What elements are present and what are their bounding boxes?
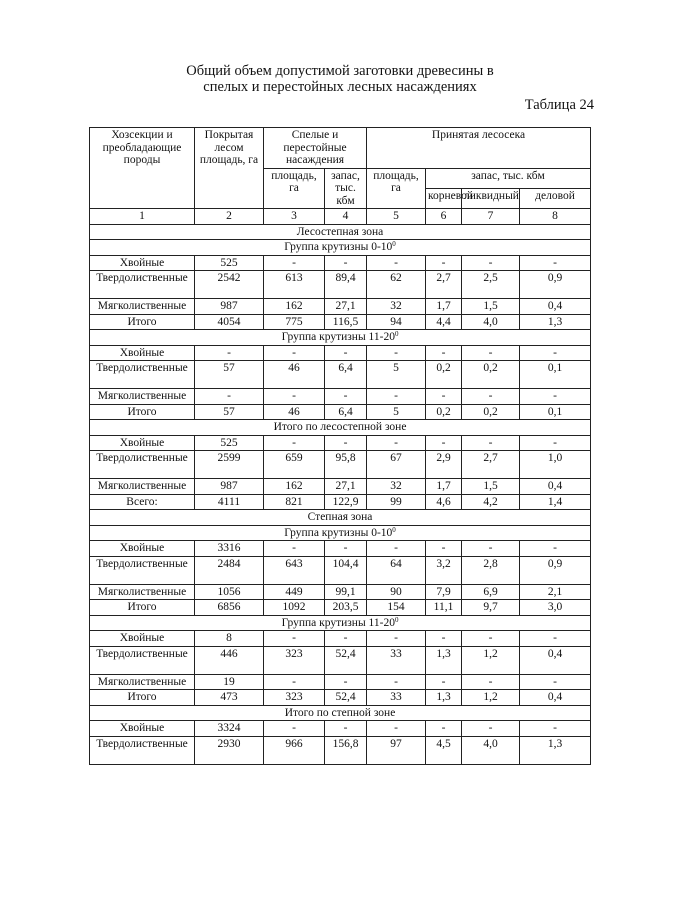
table-cell: 3316: [195, 541, 264, 557]
table-cell: 67: [367, 451, 426, 479]
table-cell: -: [325, 345, 367, 361]
table-cell: -: [520, 541, 591, 557]
table-row: [90, 721, 591, 737]
section-title: [90, 224, 591, 240]
table-cell: 11,1: [426, 600, 462, 616]
section-row: [90, 525, 591, 541]
table-cell: 643: [264, 556, 325, 584]
row-label: Хвойные: [90, 541, 195, 557]
header-mature-area: площадь, га: [264, 168, 325, 209]
table-cell: -: [367, 435, 426, 451]
table-cell: 6,4: [325, 361, 367, 389]
table-cell: 2,1: [520, 584, 591, 600]
table-row: [90, 345, 591, 361]
table-cell: 6856: [195, 600, 264, 616]
table-cell: 33: [367, 690, 426, 706]
table-cell: -: [520, 435, 591, 451]
degree-superscript: 0: [392, 525, 396, 534]
table-cell: 8: [195, 631, 264, 647]
header-mature-stock: запас, тыс. кбм: [325, 168, 367, 209]
table-cell: 1,7: [426, 479, 462, 495]
table-cell: -: [462, 345, 520, 361]
table-cell: -: [264, 435, 325, 451]
row-label: Мягколиственные: [90, 389, 195, 405]
table-cell: 0,2: [426, 404, 462, 420]
table-cell: 525: [195, 435, 264, 451]
table-cell: 0,4: [520, 646, 591, 674]
table-cell: -: [520, 345, 591, 361]
table-cell: -: [426, 389, 462, 405]
table-row: [90, 314, 591, 330]
table-cell: -: [325, 631, 367, 647]
table-cell: -: [462, 631, 520, 647]
table-cell: 0,2: [462, 404, 520, 420]
table-row: [90, 435, 591, 451]
table-cell: 2930: [195, 736, 264, 764]
table-cell: -: [367, 255, 426, 271]
table-cell: -: [367, 631, 426, 647]
table-row: [90, 479, 591, 495]
table-cell: 19: [195, 674, 264, 690]
table-cell: 1,3: [520, 736, 591, 764]
table-cell: 2,7: [426, 271, 462, 299]
table-cell: -: [520, 721, 591, 737]
table-cell: -: [325, 674, 367, 690]
table-cell: -: [426, 631, 462, 647]
header-accepted-cutting: Принятая лесосека: [367, 128, 591, 169]
row-label: Хвойные: [90, 255, 195, 271]
table-cell: -: [325, 721, 367, 737]
table-cell: -: [462, 721, 520, 737]
table-cell: 6,4: [325, 404, 367, 420]
table-cell: 323: [264, 690, 325, 706]
table-cell: 2,7: [462, 451, 520, 479]
row-label: Хвойные: [90, 721, 195, 737]
table-cell: 1,0: [520, 451, 591, 479]
row-label: Итого: [90, 314, 195, 330]
table-cell: 3,2: [426, 556, 462, 584]
header-business: деловой: [520, 188, 591, 208]
table-cell: 90: [367, 584, 426, 600]
header-liquid: ликвидный: [462, 188, 520, 208]
table-cell: -: [520, 674, 591, 690]
table-row: [90, 556, 591, 584]
table-cell: 104,4: [325, 556, 367, 584]
table-cell: 525: [195, 255, 264, 271]
table-row: [90, 690, 591, 706]
table-cell: -: [367, 541, 426, 557]
row-label: Твердолиственные: [90, 361, 195, 389]
table-row: [90, 299, 591, 315]
table-cell: 4,0: [462, 314, 520, 330]
table-cell: 99: [367, 494, 426, 510]
table-cell: 446: [195, 646, 264, 674]
table-cell: 9,7: [462, 600, 520, 616]
row-label: Твердолиственные: [90, 556, 195, 584]
column-number: 8: [520, 209, 591, 225]
column-number: 2: [195, 209, 264, 225]
table-cell: 57: [195, 361, 264, 389]
table-cell: 0,4: [520, 479, 591, 495]
table-cell: -: [462, 674, 520, 690]
table-cell: 821: [264, 494, 325, 510]
table-cell: 2484: [195, 556, 264, 584]
column-number: 4: [325, 209, 367, 225]
table-title-line2: спелых и перестойных лесных насаждениях: [203, 79, 477, 95]
table-cell: 0,4: [520, 690, 591, 706]
table-cell: -: [426, 255, 462, 271]
table-cell: -: [520, 631, 591, 647]
degree-superscript: 0: [392, 240, 396, 248]
table-cell: 27,1: [325, 299, 367, 315]
table-cell: -: [264, 631, 325, 647]
section-title-text: Степная зона: [307, 511, 373, 523]
table-cell: -: [520, 389, 591, 405]
section-title-text: Итого по лесостепной зоне: [273, 421, 407, 433]
table-row: [90, 736, 591, 764]
row-label: Итого: [90, 404, 195, 420]
column-number: 1: [90, 209, 195, 225]
table-cell: -: [367, 389, 426, 405]
section-title: [90, 510, 591, 526]
table-cell: -: [325, 541, 367, 557]
table-cell: 7,9: [426, 584, 462, 600]
table-cell: 1,2: [462, 646, 520, 674]
section-row: [90, 224, 591, 240]
table-row: [90, 389, 591, 405]
table-cell: -: [367, 721, 426, 737]
header-root: корневой: [426, 188, 462, 208]
table-cell: 122,9: [325, 494, 367, 510]
table-cell: 323: [264, 646, 325, 674]
table-cell: 2542: [195, 271, 264, 299]
table-cell: 2,8: [462, 556, 520, 584]
table-cell: 775: [264, 314, 325, 330]
table-cell: 4,5: [426, 736, 462, 764]
table-cell: 1092: [264, 600, 325, 616]
table-cell: -: [426, 435, 462, 451]
section-title: [90, 615, 591, 631]
section-title: [90, 705, 591, 721]
table-cell: 64: [367, 556, 426, 584]
row-label: Итого: [90, 600, 195, 616]
table-row: [90, 646, 591, 674]
table-cell: 0,4: [520, 299, 591, 315]
table-label: Таблица 24: [524, 97, 594, 113]
table-row: [90, 674, 591, 690]
column-number: 7: [462, 209, 520, 225]
table-cell: 203,5: [325, 600, 367, 616]
table-cell: 987: [195, 479, 264, 495]
row-label: Хвойные: [90, 435, 195, 451]
section-title-text: Группа крутизны 0-10: [284, 526, 393, 539]
table-row: [90, 494, 591, 510]
table-cell: 1,5: [462, 299, 520, 315]
section-title-text: Группа крутизны 11-20: [281, 331, 395, 343]
table-cell: -: [325, 255, 367, 271]
table-cell: -: [426, 345, 462, 361]
row-label: Итого: [90, 690, 195, 706]
table-cell: 94: [367, 314, 426, 330]
table-cell: 5: [367, 361, 426, 389]
table-cell: 52,4: [325, 690, 367, 706]
table-cell: -: [264, 255, 325, 271]
row-label: Твердолиственные: [90, 271, 195, 299]
table-cell: 95,8: [325, 451, 367, 479]
table-cell: -: [462, 541, 520, 557]
column-number: 6: [426, 209, 462, 225]
section-row: [90, 420, 591, 436]
header-row-1: [90, 128, 591, 169]
table-row: [90, 584, 591, 600]
section-row: [90, 510, 591, 526]
table-title-line1: Общий объем допустимой заготовки древесины в: [186, 63, 494, 79]
row-label: Всего:: [90, 494, 195, 510]
table-cell: 0,1: [520, 404, 591, 420]
table-cell: 4,6: [426, 494, 462, 510]
table-cell: -: [462, 435, 520, 451]
header-mature-stands: Спелые и перестойные насаждения: [264, 128, 367, 169]
table-cell: 32: [367, 479, 426, 495]
table-cell: 0,2: [426, 361, 462, 389]
table-cell: 1,3: [426, 690, 462, 706]
table-cell: -: [367, 674, 426, 690]
table-cell: 2,9: [426, 451, 462, 479]
header-cut-stock: запас, тыс. кбм: [426, 168, 591, 188]
table-row: [90, 361, 591, 389]
table-cell: 1,4: [520, 494, 591, 510]
row-label: Мягколиственные: [90, 479, 195, 495]
table-cell: 162: [264, 479, 325, 495]
table-row: [90, 600, 591, 616]
table-cell: 162: [264, 299, 325, 315]
header-forest-area: Покрытая лесом площадь, га: [195, 128, 264, 209]
table-row: [90, 404, 591, 420]
section-title-text: Лесостепная зона: [296, 225, 384, 238]
table-cell: -: [264, 389, 325, 405]
row-label: Твердолиственные: [90, 646, 195, 674]
table-cell: 4111: [195, 494, 264, 510]
section-row: [90, 705, 591, 721]
table-cell: -: [462, 255, 520, 271]
row-label: Мягколиственные: [90, 584, 195, 600]
table-cell: 6,9: [462, 584, 520, 600]
table-cell: -: [367, 345, 426, 361]
row-label: Мягколиственные: [90, 299, 195, 315]
degree-superscript: 0: [394, 615, 399, 624]
table-row: [90, 631, 591, 647]
row-label: Мягколиственные: [90, 674, 195, 690]
table-cell: 3,0: [520, 600, 591, 616]
table-cell: 32: [367, 299, 426, 315]
section-row: [90, 615, 591, 631]
table-cell: -: [264, 345, 325, 361]
table-cell: 57: [195, 404, 264, 420]
table-cell: -: [325, 435, 367, 451]
table-cell: 99,1: [325, 584, 367, 600]
table-cell: 0,9: [520, 556, 591, 584]
table-cell: 33: [367, 646, 426, 674]
table-row: [90, 271, 591, 299]
table-cell: 46: [264, 404, 325, 420]
table-cell: -: [325, 389, 367, 405]
table-cell: 1,7: [426, 299, 462, 315]
table-cell: 4054: [195, 314, 264, 330]
row-label: Хвойные: [90, 631, 195, 647]
table-row: [90, 541, 591, 557]
table-cell: 156,8: [325, 736, 367, 764]
section-row: [90, 240, 591, 256]
table-cell: 154: [367, 600, 426, 616]
table-cell: 89,4: [325, 271, 367, 299]
header-sections: Хозсекции и преобладающие породы: [90, 128, 195, 209]
table-cell: 62: [367, 271, 426, 299]
table-cell: 2,5: [462, 271, 520, 299]
table-cell: -: [426, 541, 462, 557]
table-cell: 1,2: [462, 690, 520, 706]
table-cell: 1,3: [426, 646, 462, 674]
table-cell: -: [426, 674, 462, 690]
table-cell: 0,2: [462, 361, 520, 389]
section-title: [90, 330, 591, 346]
table-cell: 1056: [195, 584, 264, 600]
table-cell: 27,1: [325, 479, 367, 495]
table-cell: 0,9: [520, 271, 591, 299]
section-title-text: Группа крутизны 11-20: [281, 616, 395, 629]
table-cell: 116,5: [325, 314, 367, 330]
table-row: [90, 451, 591, 479]
table-cell: -: [264, 674, 325, 690]
column-numbers-row: [90, 209, 591, 225]
table-cell: 449: [264, 584, 325, 600]
table-cell: 2599: [195, 451, 264, 479]
row-label: Твердолиственные: [90, 736, 195, 764]
table-cell: 966: [264, 736, 325, 764]
table-cell: 613: [264, 271, 325, 299]
column-number: 3: [264, 209, 325, 225]
table-cell: -: [264, 541, 325, 557]
harvest-volume-table: [89, 127, 591, 765]
table-cell: 4,4: [426, 314, 462, 330]
table-cell: 1,5: [462, 479, 520, 495]
table-cell: 0,1: [520, 361, 591, 389]
column-number: 5: [367, 209, 426, 225]
table-cell: 97: [367, 736, 426, 764]
table-cell: 52,4: [325, 646, 367, 674]
header-cut-area: площадь, га: [367, 168, 426, 209]
table-cell: 46: [264, 361, 325, 389]
section-title: [90, 525, 591, 541]
table-cell: 3324: [195, 721, 264, 737]
table-cell: 473: [195, 690, 264, 706]
section-title: [90, 420, 591, 436]
degree-superscript: 0: [394, 330, 399, 338]
section-title: [90, 240, 591, 256]
row-label: Твердолиственные: [90, 451, 195, 479]
table-cell: -: [264, 721, 325, 737]
section-title-text: Группа крутизны 0-10: [284, 241, 393, 253]
table-cell: 4,2: [462, 494, 520, 510]
table-cell: 4,0: [462, 736, 520, 764]
table-row: [90, 255, 591, 271]
table-cell: -: [520, 255, 591, 271]
table-cell: -: [462, 389, 520, 405]
table-cell: 987: [195, 299, 264, 315]
table-cell: 5: [367, 404, 426, 420]
table-cell: 659: [264, 451, 325, 479]
row-label: Хвойные: [90, 345, 195, 361]
section-title-text: Итого по степной зоне: [284, 706, 396, 719]
section-row: [90, 330, 591, 346]
table-cell: -: [195, 345, 264, 361]
table-cell: -: [426, 721, 462, 737]
table-cell: -: [195, 389, 264, 405]
table-cell: 1,3: [520, 314, 591, 330]
